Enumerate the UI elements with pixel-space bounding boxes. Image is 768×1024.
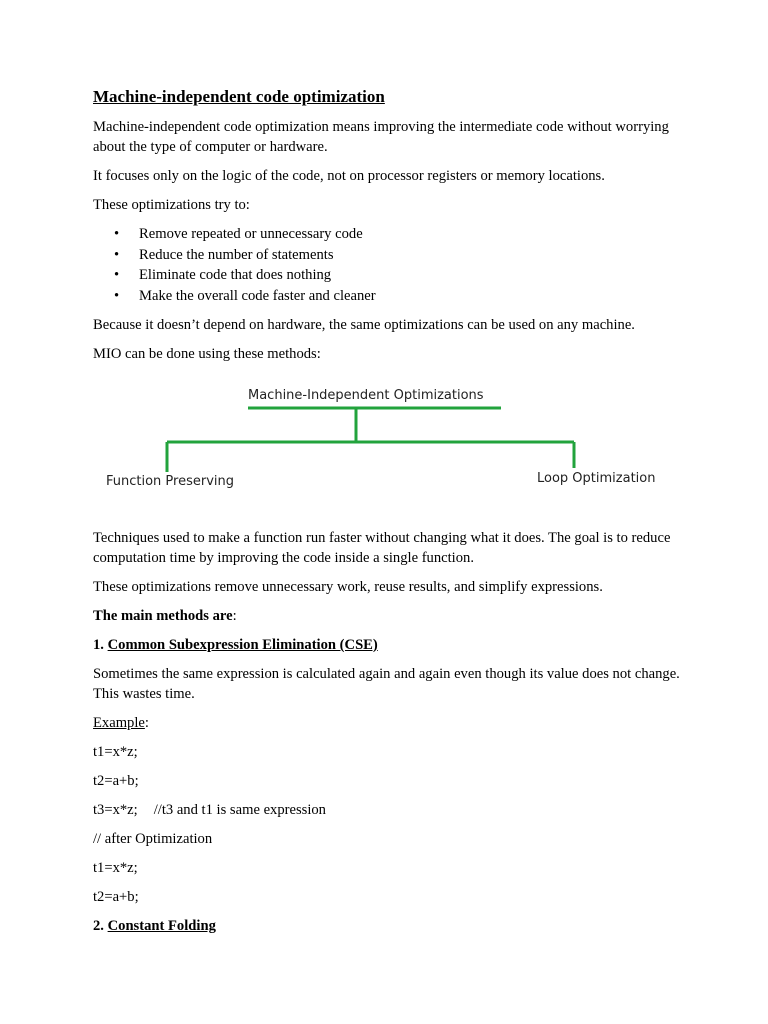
remove-paragraph: These optimizations remove unnecessary work, reuse results, and simplify expressions.	[93, 579, 603, 595]
optimization-goals-list	[93, 224, 683, 306]
methods-intro-paragraph: MIO can be done using these methods:	[93, 346, 321, 362]
code-line-with-comment: t3=x*z; //t3 and t1 is same expression	[93, 802, 326, 818]
code-line: t1=x*z;	[93, 744, 138, 760]
cse-heading: 1. Common Subexpression Elimination (CSE)	[93, 637, 378, 653]
diagram-root-label: Machine-Independent Optimizations	[248, 388, 484, 403]
document-body	[93, 86, 683, 945]
list-item: • Remove repeated or unnecessary code	[93, 224, 683, 245]
cse-description: Sometimes the same expression is calculated again and again even though its value does not change. This wastes time.	[93, 666, 680, 702]
intro-paragraph: Machine-independent code optimization means improving the intermediate code without worrying about the type of computer or hardware.	[93, 119, 669, 155]
focus-paragraph: It focuses only on the logic of the code, not on processor registers or memory locations.	[93, 168, 605, 184]
mio-tree-diagram	[93, 373, 683, 521]
code-line: t2=a+b;	[93, 889, 139, 905]
page-title: Machine-independent code optimization	[93, 87, 385, 106]
list-item: • Reduce the number of statements	[93, 245, 683, 266]
example-label: Example:	[93, 715, 149, 731]
because-paragraph: Because it doesn’t depend on hardware, the same optimizations can be used on any machine.	[93, 317, 635, 333]
list-item: • Make the overall code faster and cleaner	[93, 286, 683, 307]
bullet-icon: •	[114, 267, 120, 283]
code-line: t2=a+b;	[93, 773, 139, 789]
try-to-paragraph: These optimizations try to:	[93, 197, 250, 213]
diagram-right-label: Loop Optimization	[537, 471, 656, 486]
techniques-paragraph: Techniques used to make a function run faster without changing what it does. The goal is to reduce computation time by improving the code inside a single function.	[93, 530, 671, 566]
code-line: t1=x*z;	[93, 860, 138, 876]
bullet-icon: •	[114, 287, 120, 304]
constant-folding-heading: 2. Constant Folding	[93, 918, 216, 934]
bullet-icon: •	[114, 226, 120, 242]
code-comment-after: // after Optimization	[93, 831, 213, 847]
main-methods-heading: The main methods are:	[93, 608, 237, 624]
list-item: • Eliminate code that does nothing	[93, 265, 683, 286]
bullet-icon: •	[114, 246, 120, 263]
diagram-left-label: Function Preserving	[106, 474, 235, 489]
